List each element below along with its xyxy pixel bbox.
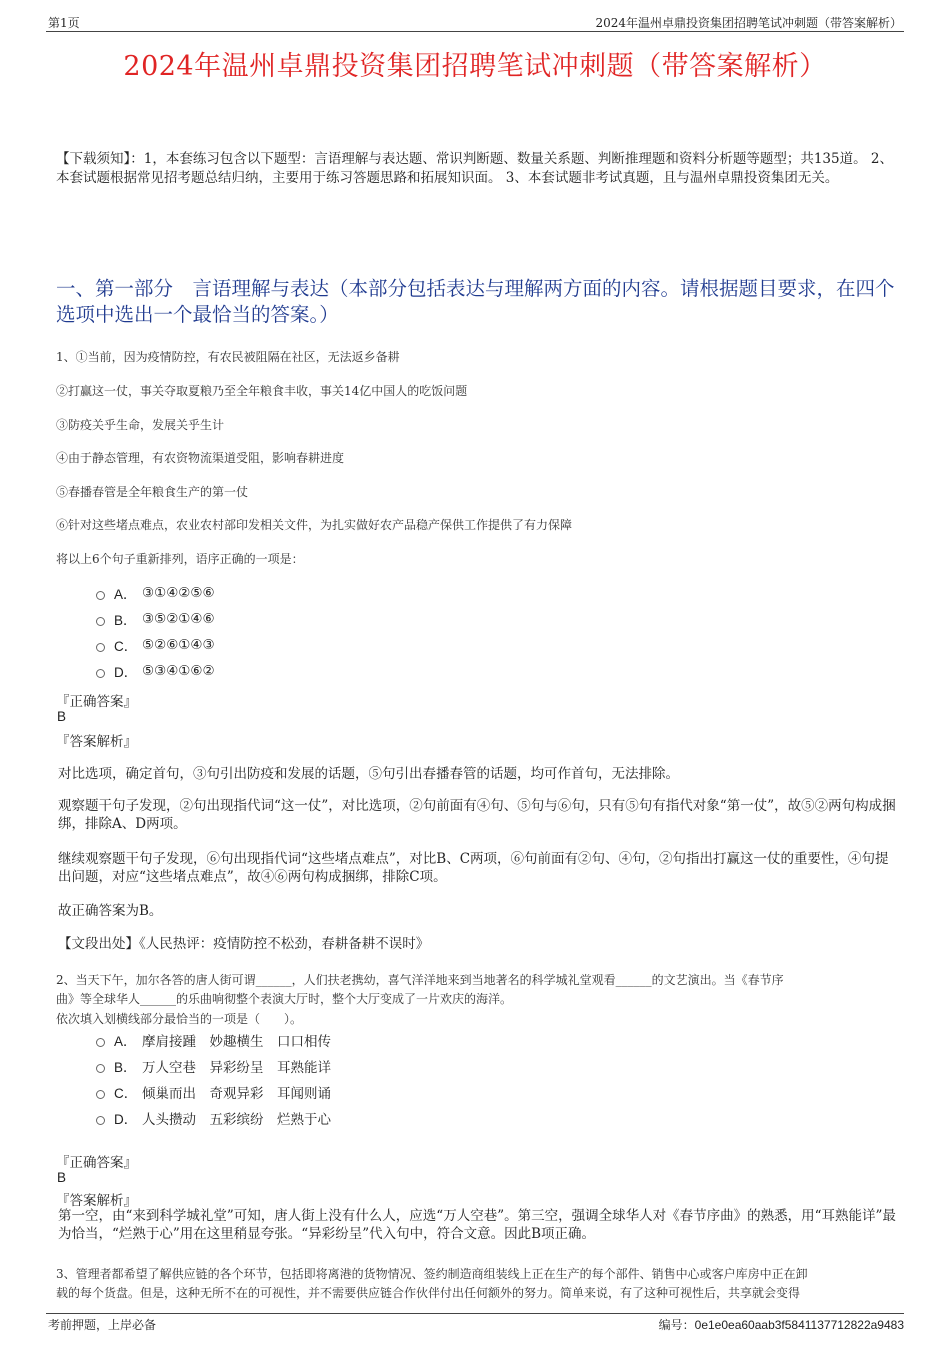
q2-line: 曲》等全球华人______的乐曲响彻整个表演大厅时，整个大厅变成了一片欢庆的海洋。 [56, 992, 513, 1006]
q1-answer: B [57, 709, 67, 724]
header-doc-title: 2024年温州卓鼎投资集团招聘笔试冲刺题（带答案解析） [595, 16, 902, 30]
option-text: 万人空巷 异彩纷呈 耳熟能详 [142, 1060, 331, 1076]
radio-button[interactable] [96, 617, 105, 626]
option-letter: D． [114, 665, 138, 680]
q1-option-d[interactable] [96, 658, 215, 684]
q1-line: ⑥针对这些堵点难点，农业农村部印发相关文件，为扎实做好农产品稳产保供工作提供了有力保障 [56, 518, 573, 532]
radio-button[interactable] [96, 591, 105, 600]
radio-button[interactable] [96, 669, 105, 678]
q1-line: ⑤春播春管是全年粮食生产的第一仗 [56, 485, 249, 499]
q1-option-c[interactable] [96, 632, 215, 658]
option-text: 人头攒动 五彩缤纷 烂熟于心 [142, 1112, 331, 1128]
option-text: ③⑤②①④⑥ [142, 611, 215, 627]
q1-prompt: 将以上6个句子重新排列，语序正确的一项是： [56, 552, 304, 566]
q1-analysis-paragraph: 继续观察题干句子发现，⑥句出现指代词“这些堵点难点”，对比B、C两项，⑥句前面有②句、④句，②句指出打赢这一仗的重要性，④句提出问题，对应“这些堵点难点”，故④⑥两句构成捆绑，排除C项。 [58, 851, 889, 885]
option-text: ⑤②⑥①④③ [142, 637, 215, 653]
q1-line: ④由于静态管理，有农资物流渠道受阻，影响春耕进度 [56, 451, 345, 465]
q2-answer: B [57, 1170, 67, 1185]
q1-answer-label: 『正确答案』 [56, 694, 137, 710]
option-text: 倾巢而出 奇观异彩 耳闻则诵 [142, 1086, 331, 1102]
q1-analysis-label: 『答案解析』 [56, 734, 137, 750]
q1-line: ②打赢这一仗，事关夺取夏粮乃至全年粮食丰收，事关14亿中国人的吃饭问题 [56, 384, 468, 398]
radio-button[interactable] [96, 1064, 105, 1073]
radio-button[interactable] [96, 1090, 105, 1099]
page-title: 2024年温州卓鼎投资集团招聘笔试冲刺题（带答案解析） [123, 51, 827, 82]
header-divider [46, 31, 904, 32]
footer-divider [46, 1313, 904, 1314]
radio-button[interactable] [96, 1116, 105, 1125]
q2-option-a[interactable] [96, 1027, 331, 1053]
footer-code [659, 1316, 904, 1333]
header-page-number: 第1页 [48, 16, 80, 30]
radio-button[interactable] [96, 1038, 105, 1047]
option-text: 摩肩接踵 妙趣横生 口口相传 [142, 1034, 331, 1050]
q1-source: 【文段出处】《人民热评：疫情防控不松劲，春耕备耕不误时》 [58, 936, 430, 952]
q1-option-b[interactable] [96, 606, 215, 632]
q2-option-c[interactable] [96, 1079, 331, 1105]
q2-line: 2、当天下午，加尔各答的唐人街可谓______，人们扶老携幼，喜气洋洋地来到当地著名的科学城礼堂观看______的文艺演出。当《春节序 [56, 973, 784, 987]
footer-slogan: 考前押题，上岸必备 [48, 1318, 157, 1332]
q1-line: ③防疫关乎生命，发展关乎生计 [56, 418, 225, 432]
q3-line: 载的每个货盘。但是，这种无所不在的可视性，并不需要供应链合作伙伴付出任何额外的努力。简单来说，有了这种可视性后，共享就会变得 [56, 1286, 801, 1300]
q1-line: 1、①当前，因为疫情防控，有农民被阻隔在社区，无法返乡备耕 [56, 350, 400, 364]
footer-code-label: 编号： [658, 1318, 695, 1332]
q2-answer-label: 『正确答案』 [56, 1155, 137, 1171]
radio-button[interactable] [96, 643, 105, 652]
q2-prompt: 依次填入划横线部分最恰当的一项是（ ）。 [56, 1012, 303, 1026]
option-letter: A． [114, 587, 137, 602]
option-letter: A． [114, 1034, 137, 1049]
q3-line: 3、管理者都希望了解供应链的各个环节，包括即将离港的货物情况、签约制造商组装线上正在生产的每个部件、销售中心或客户库房中正在卸 [56, 1267, 808, 1281]
q1-analysis-paragraph: 观察题干句子发现，②句出现指代词“这一仗”，对比选项，②句前面有④句、⑤句与⑥句，只有⑤句有指代对象“第一仗”，故⑤②两句构成捆绑，排除A、D两项。 [58, 798, 896, 832]
q1-option-a[interactable] [96, 580, 215, 606]
q2-options [96, 1027, 331, 1131]
q2-analysis-label: 『答案解析』 [56, 1193, 137, 1209]
download-notice: 【下载须知】：1，本套练习包含以下题型：言语理解与表达题、常识判断题、数量关系题、判断推理题和资料分析题等题型；共135道。 2、本套试题根据常见招考题总结归纳，主要用于练习答题思路和拓展知识面。 3、本套试题非考试真题，且与温州卓鼎投资集团无关。 [56, 151, 893, 186]
section-heading: 一、第一部分 言语理解与表达（本部分包括表达与理解两方面的内容。请根据题目要求，在四个选项中选出一个最恰当的答案。） [56, 277, 895, 326]
q1-analysis-paragraph: 对比选项，确定首句，③句引出防疫和发展的话题，⑤句引出春播春管的话题，均可作首句，无法排除。 [58, 766, 679, 782]
footer-code-value: 0e1e0ea60aab3f5841137712822a9483 [694, 1318, 904, 1332]
option-text: ⑤③④①⑥② [142, 663, 215, 679]
option-letter: D． [114, 1112, 138, 1127]
q2-analysis: 第一空，由“来到科学城礼堂”可知，唐人街上没有什么人，应选“万人空巷”。第三空，强调全球华人对《春节序曲》的熟悉，用“耳熟能详”最为恰当，“烂熟于心”用在这里稍显夸张。“异彩纷呈”代入句中，符合文意。因此B项正确。 [58, 1208, 896, 1242]
option-letter: C． [114, 639, 138, 654]
option-letter: B． [114, 613, 137, 628]
option-text: ③①④②⑤⑥ [142, 585, 215, 601]
option-letter: B． [114, 1060, 137, 1075]
q2-option-d[interactable] [96, 1105, 331, 1131]
q1-options [96, 580, 215, 684]
option-letter: C． [114, 1086, 138, 1101]
q1-analysis-paragraph: 故正确答案为B。 [58, 903, 163, 919]
q2-option-b[interactable] [96, 1053, 331, 1079]
